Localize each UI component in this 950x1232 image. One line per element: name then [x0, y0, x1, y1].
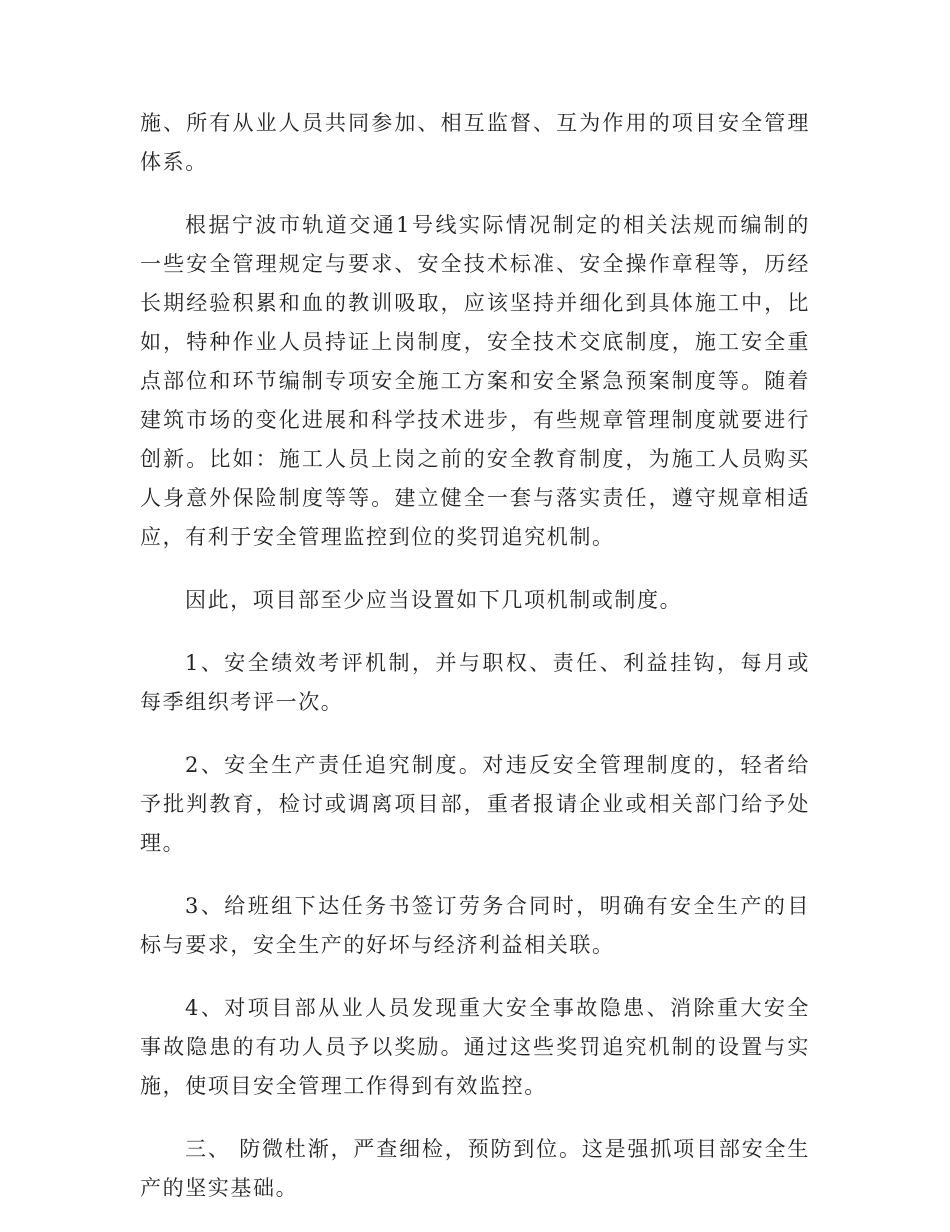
document-body — [140, 104, 810, 1232]
paragraph-4: 1、安全绩效考评机制，并与职权、责任、利益挂钩，每月或每季组织考评一次。 — [140, 651, 810, 714]
paragraph-1: 施、所有从业人员共同参加、相互监督、互为作用的项目安全管理体系。 — [140, 111, 810, 174]
paragraph-6: 3、给班组下达任务书签订劳务合同时，明确有安全生产的目标与要求，安全生产的好坏与经济利益相关联。 — [140, 894, 810, 957]
paragraph-5: 2、安全生产责任追究制度。对违反安全管理制度的，轻者给予批判教育，检讨或调离项目部，重者报请企业或相关部门给予处理。 — [140, 753, 810, 855]
paragraph-7: 4、对项目部从业人员发现重大安全事故隐患、消除重大安全事故隐患的有功人员予以奖励。通过这些奖罚追究机制的设置与实施，使项目安全管理工作得到有效监控。 — [140, 996, 810, 1098]
paragraph-2: 根据宁波市轨道交通1号线实际情况制定的相关法规而编制的一些安全管理规定与要求、安全技术标准、安全操作章程等，历经长期经验积累和血的教训吸取，应该坚持并细化到具体施工中，比如，特种作业人员持证上岗制度，安全技术交底制度，施工安全重点部位和环节编制专项安全施工方案和安全紧急预案制度等。随着建筑市场的变化进展和科学技术进步，有些规章管理制度就要进行创新。比如：施工人员上岗之前的安全教育制度，为施工人员购买人身意外保险制度等等。建立健全一套与落实责任，遵守规章相适应，有利于安全管理监控到位的奖罚追究机制。 — [140, 213, 810, 549]
paragraph-8: 三、 防微杜渐，严查细检，预防到位。这是强抓项目部安全生产的坚实基础。 — [140, 1137, 810, 1200]
paragraph-3: 因此，项目部至少应当设置如下几项机制或制度。 — [185, 588, 683, 612]
